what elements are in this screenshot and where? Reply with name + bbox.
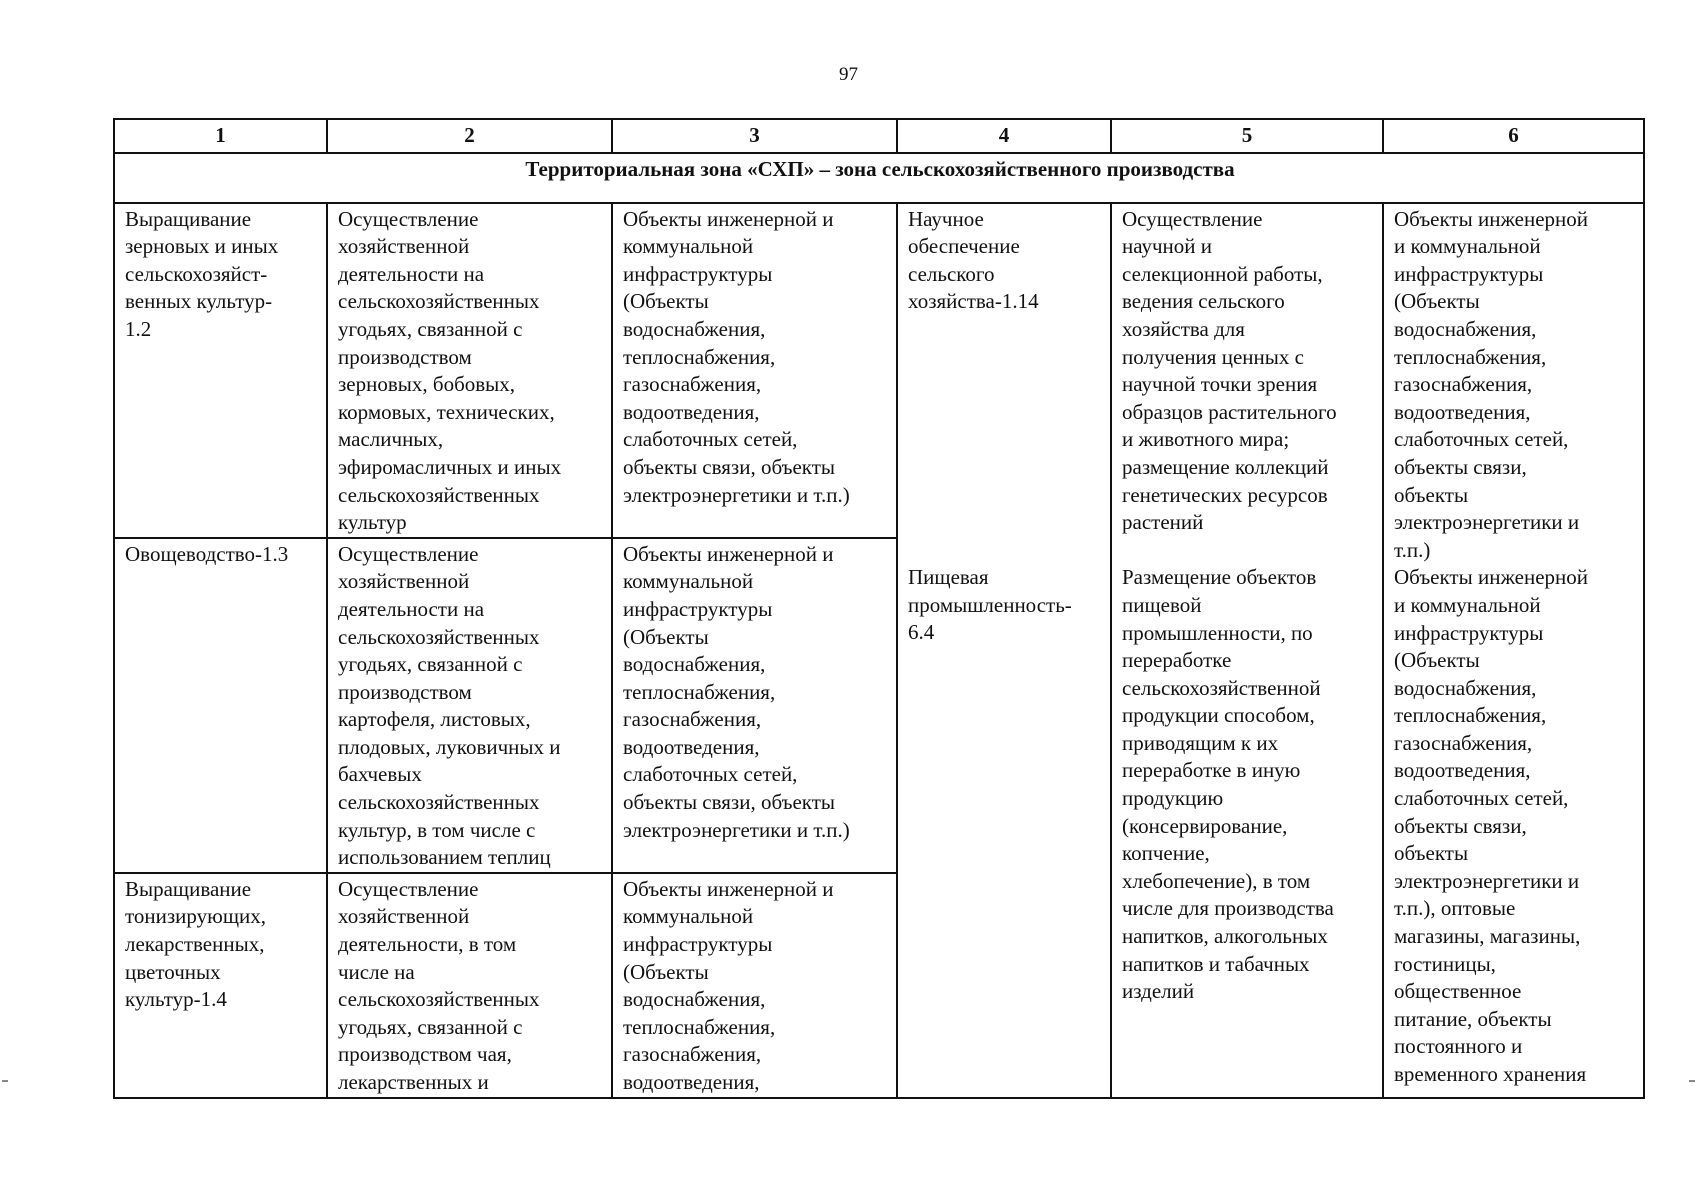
auxiliary-use-food-industry: Пищевая промышленность- 6.4 — [908, 564, 1072, 645]
auxiliary-objects-food: Объекты инженерной и коммунальной инфраструктуры (Объекты водоснабжения, теплоснабжения, газоснабжения, водоотведения, слаботочных сетей, объекты связи, объекты электроэнергетики и т.п.), оптовые магазины, магазины, гостиницы, общественное питание, объекты постоянного и временного хранения — [1394, 565, 1589, 1086]
scan-margin-mark — [2, 1080, 8, 1082]
header-col-1: 1 — [114, 119, 327, 153]
permitted-objects-cell: Объекты инженерной и коммунальной инфраструктуры (Объекты водоснабжения, теплоснабжения, газоснабжения, водоотведения, слаботочных сетей, объекты связи, объекты электроэнергетики и т.п.) — [612, 203, 897, 538]
table-row — [114, 203, 1644, 538]
header-col-3: 3 — [612, 119, 897, 153]
zoning-table — [113, 118, 1645, 1099]
header-col-4: 4 — [897, 119, 1111, 153]
header-col-6: 6 — [1383, 119, 1644, 153]
permitted-objects-cell: Объекты инженерной и коммунальной инфраструктуры (Объекты водоснабжения, теплоснабжения, газоснабжения, водоотведения, — [612, 873, 897, 1098]
auxiliary-description-food: Размещение объектов пищевой промышленности, по переработке сельскохозяйственной продукции способом, приводящим к их переработке в иную продукцию (консервирование, копчение, хлебопечение), в том числе для производства напитков, алкогольных напитков и табачных изделий — [1122, 565, 1334, 1004]
land-use-description-cell: Осуществление хозяйственной деятельности на сельскохозяйственных угодьях, связанной с производством картофеля, листовых, плодовых, луковичных и бахчевых сельскохозяйственных культур, в том числе с использованием теплиц — [327, 538, 612, 873]
auxiliary-objects-cell — [1383, 203, 1644, 1098]
land-use-description-cell: Осуществление хозяйственной деятельности, в том числе на сельскохозяйственных угодьях, связанной с производством чая, лекарственных и — [327, 873, 612, 1098]
auxiliary-description-science: Осуществление научной и селекционной работы, ведения сельского хозяйства для получения ценных с научной точки зрения образцов растительного и животного мира; размещение коллекций генетических ресурсов растений — [1122, 206, 1337, 535]
auxiliary-description-cell — [1111, 203, 1383, 1098]
page-number: 97 — [839, 64, 858, 85]
scan-margin-mark — [1689, 1080, 1695, 1082]
auxiliary-use-science: Научное обеспечение сельского хозяйства-1.14 — [908, 206, 1039, 314]
header-col-5: 5 — [1111, 119, 1383, 153]
header-row — [114, 119, 1644, 153]
land-use-name-cell: Выращивание тонизирующих, лекарственных, цветочных культур-1.4 — [114, 873, 327, 1098]
land-use-name-cell: Выращивание зерновых и иных сельскохозяйст- венных культур- 1.2 — [114, 203, 327, 538]
land-use-description-cell: Осуществление хозяйственной деятельности на сельскохозяйственных угодьях, связанной с производством зерновых, бобовых, кормовых, технических, масличных, эфиромасличных и иных сельскохозяйственных культур — [327, 203, 612, 538]
auxiliary-objects-science: Объекты инженерной и коммунальной инфраструктуры (Объекты водоснабжения, теплоснабжения, газоснабжения, водоотведения, слаботочных сетей, объекты связи, объекты электроэнергетики и т.п.) — [1394, 206, 1589, 562]
header-col-2: 2 — [327, 119, 612, 153]
permitted-objects-cell: Объекты инженерной и коммунальной инфраструктуры (Объекты водоснабжения, теплоснабжения, газоснабжения, водоотведения, слаботочных сетей, объекты связи, объекты электроэнергетики и т.п.) — [612, 538, 897, 873]
zone-title: Территориальная зона «СХП» – зона сельскохозяйственного производства — [114, 153, 1644, 203]
land-use-name-cell: Овощеводство-1.3 — [114, 538, 327, 873]
zone-title-row — [114, 153, 1644, 203]
auxiliary-use-cell — [897, 203, 1111, 1098]
